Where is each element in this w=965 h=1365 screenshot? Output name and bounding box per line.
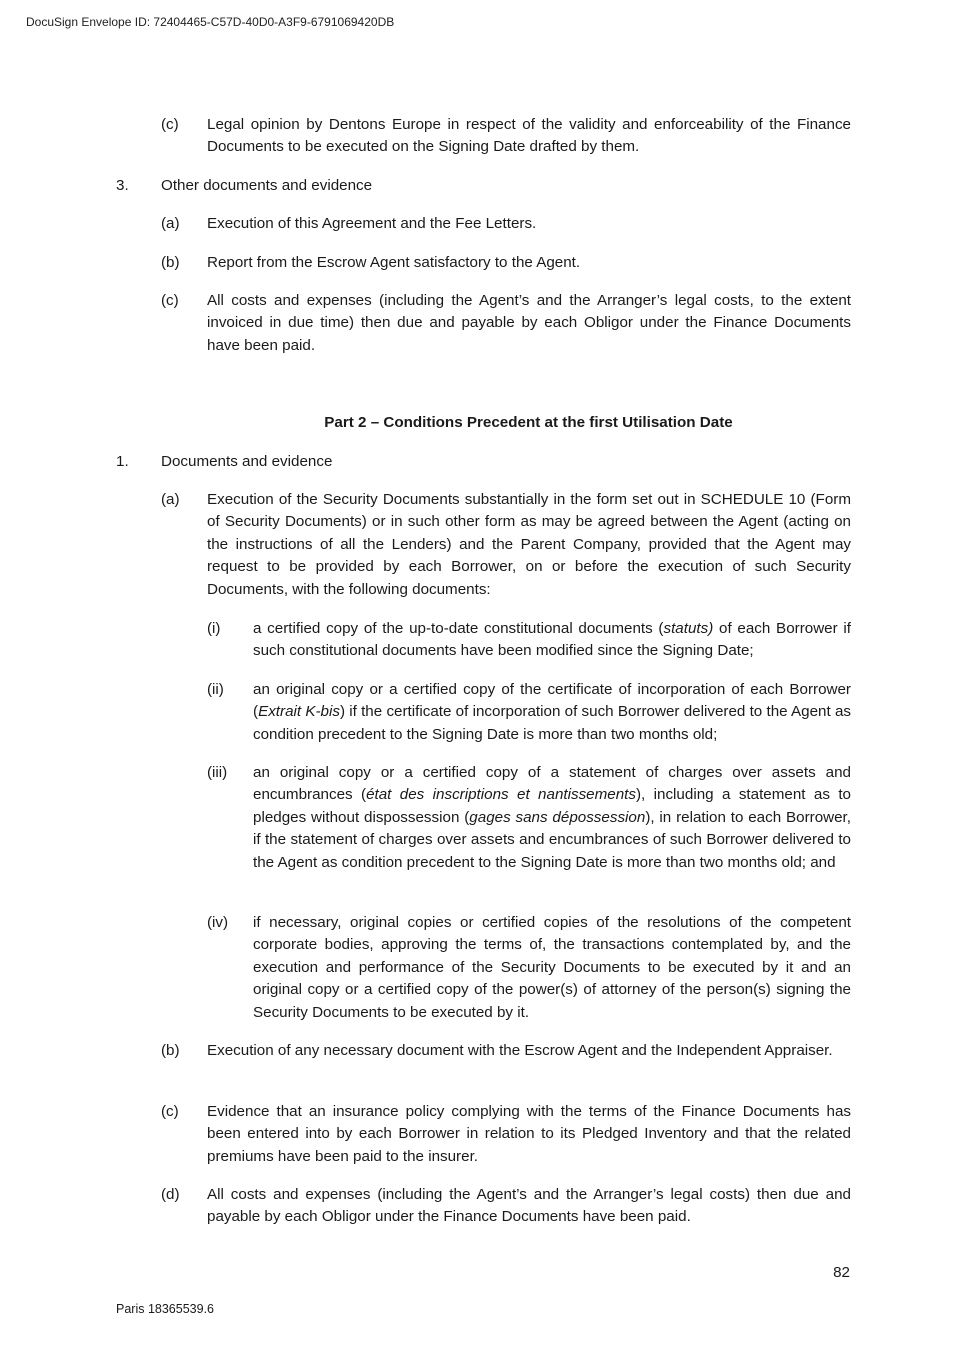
envelope-id: DocuSign Envelope ID: 72404465-C57D-40D0-A3F9-6791069420DB	[26, 15, 395, 29]
sub-item-text: if necessary, original copies or certified copies of the resolutions of the competent corporate bodies, approving the terms of, the transactions contemplated by, and the execution and performance of the Security Documents to be executed by it and an original copy or a certified copy of the power(s) of attorney of the person(s) signing the Security Documents to be executed by it.	[253, 914, 851, 1021]
italic-term: gages sans dépossession	[469, 808, 646, 826]
footer-reference: Paris 18365539.6	[116, 1302, 214, 1316]
text-run: of each Borrower if such constitutional documents have been modified since the Signing Date;	[253, 620, 851, 660]
section-number: 1.	[116, 453, 129, 470]
italic-term: Extrait K-bis	[258, 703, 340, 721]
item-label: (c)	[161, 116, 179, 133]
item-label: (d)	[161, 1186, 180, 1203]
item-label: (c)	[161, 1103, 179, 1120]
item-label: (a)	[161, 491, 180, 508]
item-text: Legal opinion by Dentons Europe in respect of the validity and enforceability of the Finance Documents to be executed on the Signing Date drafted by them.	[207, 116, 851, 156]
item-label: (c)	[161, 292, 179, 309]
text-run: an original copy or a certified copy of a statement of charges over assets and encumbrances (	[253, 764, 851, 804]
section-title: Other documents and evidence	[161, 177, 373, 194]
section-number: 3.	[116, 177, 129, 194]
item-text: Report from the Escrow Agent satisfactory to the Agent.	[207, 254, 581, 271]
item-label: (b)	[161, 1042, 180, 1059]
sub-item-label: (iv)	[207, 914, 229, 931]
sub-item-text	[253, 618, 851, 663]
item-label: (a)	[161, 215, 180, 232]
item-text: All costs and expenses (including the Agent’s and the Arranger’s legal costs, to the extent invoiced in due time) then due and payable by each Obligor under the Finance Documents have been paid.	[207, 292, 851, 354]
section-title: Documents and evidence	[161, 453, 333, 470]
sub-item-label: (ii)	[207, 681, 224, 698]
text-run: a certified copy of the up-to-date constitutional documents (	[253, 620, 664, 637]
sub-item-label: (iii)	[207, 764, 228, 781]
item-text: Execution of this Agreement and the Fee Letters.	[207, 215, 537, 232]
sub-item-text	[253, 762, 851, 874]
item-text: All costs and expenses (including the Agent’s and the Arranger’s legal costs) then due and payable by each Obligor under the Finance Documents have been paid.	[207, 1186, 851, 1226]
text-run: ), in relation to each Borrower, if the statement of charges over assets and encumbrances of such Borrower delivered to the Agent as condition precedent to the Signing Date is more than two months old; and	[253, 808, 851, 871]
italic-term: état des inscriptions et nantissements	[366, 786, 636, 804]
text-run: ), including a statement as to pledges without dispossession (	[253, 786, 851, 826]
item-text: Execution of the Security Documents substantially in the form set out in SCHEDULE 10 (Form of Security Documents) or in such other form as may be agreed between the Agent (acting on the instructions of all the Lenders) and the Parent Company, provided that the Agent may request to be provided by each Borrower, on or before the execution of such Security Documents, with the following documents:	[207, 491, 851, 598]
item-text: Evidence that an insurance policy complying with the terms of the Finance Documents has been entered into by each Borrower in relation to its Pledged Inventory and that the related premiums have been paid to the insurer.	[207, 1103, 851, 1165]
sub-item-label: (i)	[207, 620, 221, 637]
part-heading: Part 2 – Conditions Precedent at the first Utilisation Date	[324, 414, 733, 431]
item-label: (b)	[161, 254, 180, 271]
italic-term: statuts)	[663, 620, 714, 637]
page-number: 82	[833, 1264, 850, 1281]
text-run: ) if the certificate of incorporation of such Borrower delivered to the Agent as condition precedent to the Signing Date is more than two months old;	[253, 703, 851, 743]
text-run: an original copy or a certified copy of the certificate of incorporation of each Borrower (	[253, 681, 851, 721]
item-text: Execution of any necessary document with the Escrow Agent and the Independent Appraiser.	[207, 1042, 833, 1059]
sub-item-text	[253, 679, 851, 746]
